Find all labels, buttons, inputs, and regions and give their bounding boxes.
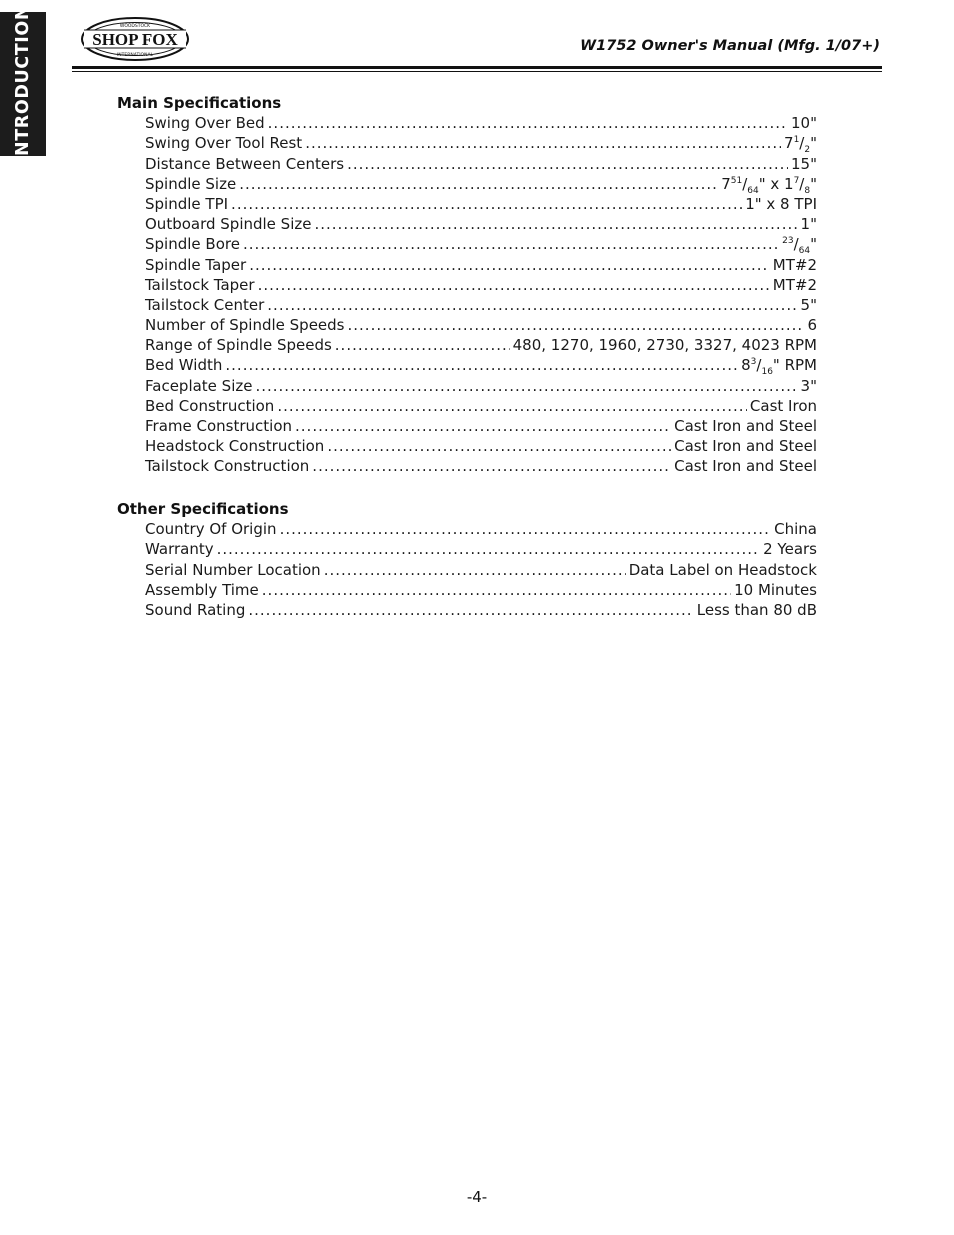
spec-label: Spindle Taper: [145, 255, 247, 274]
spec-value: Cast Iron and Steel: [674, 437, 817, 456]
spec-row: [145, 580, 817, 600]
spec-label: Tailstock Taper: [145, 275, 255, 294]
spec-value: 1" x 8 TPI: [745, 194, 817, 213]
spec-label: Assembly Time: [145, 580, 259, 599]
spec-row: [145, 436, 817, 456]
spec-value: Cast Iron and Steel: [674, 457, 817, 476]
dot-leader: [327, 436, 671, 456]
dot-leader: [268, 113, 788, 133]
spec-label: Warranty: [145, 540, 214, 559]
spec-label: Faceplate Size: [145, 376, 253, 395]
dot-leader: [314, 214, 797, 234]
spec-row: [145, 255, 817, 275]
spec-value: Data Label on Headstock: [628, 560, 817, 579]
spec-value: 10": [791, 114, 817, 133]
dot-leader: [347, 154, 788, 174]
dot-leader: [267, 295, 797, 315]
logo-ring-bottom: INTERNATIONAL: [116, 53, 154, 58]
spec-value: $8^3/_{16}$" RPM: [741, 356, 817, 378]
spec-value: Cast Iron and Steel: [674, 417, 817, 435]
dot-leader: [324, 560, 626, 580]
spec-label: Tailstock Construction: [145, 457, 310, 476]
spec-row: [145, 335, 817, 355]
spec-label: Bed Width: [145, 356, 223, 375]
spec-value: 1": [800, 215, 817, 234]
dot-leader: [248, 600, 693, 620]
spec-label: Swing Over Bed: [145, 114, 265, 133]
spec-row: [145, 154, 817, 174]
spec-value: $7^{51}/_{64}$" x $1^7/_8$": [721, 174, 817, 196]
spec-row: [145, 214, 817, 234]
dot-leader: [239, 174, 718, 194]
spec-row: [145, 456, 817, 476]
page-number: -4-: [466, 1188, 488, 1206]
spec-row: [145, 396, 817, 416]
spec-row: [145, 376, 817, 396]
spec-row: [145, 416, 817, 436]
section-heading: Other Specifications: [117, 500, 289, 518]
spec-value: China: [774, 520, 817, 539]
spec-row: [145, 194, 817, 214]
spec-value: MT#2: [772, 255, 817, 274]
spec-label: Serial Number Location: [145, 560, 321, 579]
spec-value: 6: [807, 316, 817, 335]
logo-wordmark: SHOP FOX: [92, 30, 178, 49]
spec-value: 15": [791, 154, 817, 173]
spec-label: Number of Spindle Speeds: [145, 316, 345, 335]
spec-value: Less than 80 dB: [696, 600, 817, 619]
spec-value: 3": [800, 376, 817, 395]
dot-leader: [280, 519, 772, 539]
spec-row: [145, 560, 817, 580]
dot-leader: [255, 376, 797, 396]
spec-row: [145, 234, 817, 257]
dot-leader: [335, 335, 510, 355]
spec-value: 2 Years: [763, 540, 817, 559]
spec-list: [117, 113, 817, 476]
spec-value: $^{23}/_{64}$": [782, 235, 817, 257]
spec-label: Outboard Spindle Size: [145, 215, 312, 234]
spec-row: [145, 275, 817, 295]
spec-row: [145, 295, 817, 315]
section-tab-label: INTRODUCTION: [13, 4, 34, 164]
header-rule: [72, 66, 882, 69]
dot-leader: [243, 234, 779, 254]
other-specifications: [117, 499, 817, 620]
spec-row: [145, 539, 817, 559]
spec-list: [117, 519, 817, 620]
main-specifications: [117, 93, 817, 477]
spec-value: 5": [800, 295, 817, 314]
dot-leader: [262, 580, 731, 600]
spec-label: Distance Between Centers: [145, 154, 345, 173]
dot-leader: [277, 396, 747, 416]
logo-ring-top: WOODSTOCK: [119, 24, 151, 29]
spec-row: [145, 355, 817, 378]
spec-label: Headstock Construction: [145, 437, 325, 456]
spec-row: [145, 174, 817, 194]
section-heading: Main Specifications: [117, 94, 282, 112]
shop-fox-logo: [80, 16, 190, 62]
spec-label: Spindle TPI: [145, 194, 229, 213]
dot-leader: [231, 194, 742, 214]
spec-value: Cast Iron: [749, 396, 817, 415]
manual-title: W1752 Owner's Manual (Mfg. 1/07+): [580, 38, 880, 54]
spec-label: Bed Construction: [145, 396, 275, 415]
spec-value: 480, 1270, 1960, 2730, 3327, 4023 RPM: [512, 336, 817, 355]
dot-leader: [312, 456, 671, 476]
dot-leader: [217, 539, 761, 559]
spec-label: Spindle Bore: [145, 235, 240, 254]
dot-leader: [295, 416, 671, 436]
dot-leader: [249, 255, 770, 275]
spec-label: Swing Over Tool Rest: [145, 134, 303, 153]
spec-row: [145, 113, 817, 133]
header-rule-thin: [72, 71, 882, 72]
dot-leader: [258, 275, 770, 295]
spec-value: 10 Minutes: [734, 580, 817, 599]
section-tab: [0, 4, 46, 164]
spec-row: [145, 315, 817, 335]
spec-label: Country Of Origin: [145, 520, 277, 539]
spec-value: MT#2: [772, 275, 817, 294]
spec-label: Sound Rating: [145, 600, 246, 619]
spec-label: Frame Construction: [145, 417, 293, 435]
dot-leader: [305, 133, 781, 153]
spec-row: [145, 519, 817, 539]
spec-value: $7^1/_2$": [784, 134, 817, 156]
spec-label: Tailstock Center: [145, 295, 265, 314]
spec-row: [145, 133, 817, 156]
dot-leader: [348, 315, 805, 335]
spec-row: [145, 600, 817, 620]
spec-label: Spindle Size: [145, 174, 237, 193]
dot-leader: [225, 355, 738, 375]
spec-label: Range of Spindle Speeds: [145, 336, 332, 355]
